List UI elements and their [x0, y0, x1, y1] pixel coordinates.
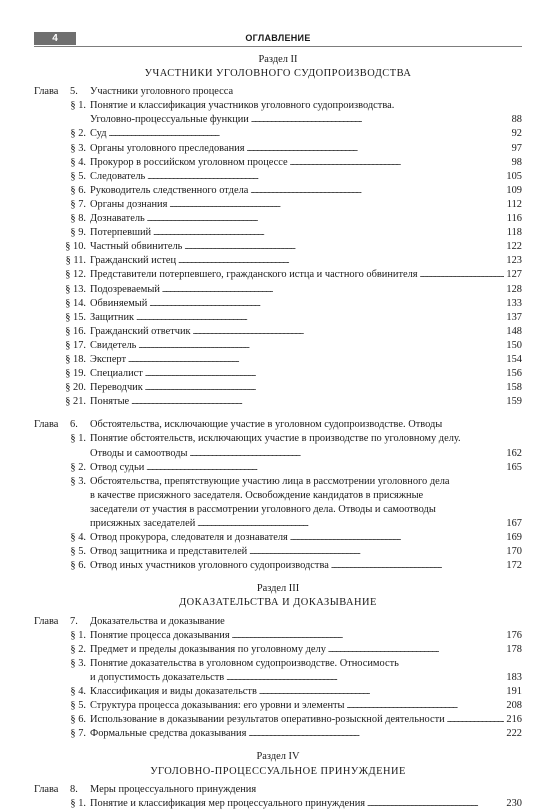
page-ref: 172 [506, 560, 522, 572]
paragraph-number: § 2. [70, 461, 86, 473]
entry-line: Отвод иных участников уголовного судопроизводства [90, 560, 329, 572]
entry-text [90, 699, 522, 713]
toc-entry [34, 212, 522, 226]
page-ref: 128 [506, 283, 522, 295]
toc-entry [34, 283, 522, 297]
entry-line: Предмет и пределы доказывания по уголовному делу [90, 643, 326, 655]
dot-leader [447, 713, 504, 727]
page-ref: 169 [506, 532, 522, 544]
paragraph-number: § 4. [70, 532, 86, 544]
dot-leader [145, 381, 504, 395]
dot-leader [149, 297, 504, 311]
toc-entry [34, 268, 522, 282]
toc-entry [34, 531, 522, 545]
entry-text [90, 713, 522, 727]
page-ref: 112 [506, 198, 522, 210]
entry-last-line [90, 727, 522, 741]
entry-last-line [90, 461, 522, 475]
dot-leader [248, 727, 504, 741]
entry-line: Следователь [90, 170, 146, 182]
toc-entry [34, 127, 522, 141]
entry-text [90, 226, 522, 240]
entry-text [90, 685, 522, 699]
paragraph-number: § 1. [70, 797, 86, 809]
entry-line: Органы дознания [90, 198, 168, 210]
page-ref: 154 [506, 353, 522, 365]
dot-leader [178, 254, 504, 268]
entry-line: Понятие процесса доказывания [90, 629, 230, 641]
chapter-heading [34, 85, 522, 99]
toc-entry [34, 797, 522, 811]
toc-entry [34, 226, 522, 240]
paragraph-number: § 14. [65, 297, 86, 309]
page-ref: 159 [506, 396, 522, 408]
entry-text [90, 99, 522, 127]
entry-line: Свидетель [90, 339, 137, 351]
toc-entry [34, 367, 522, 381]
toc-entry [34, 545, 522, 559]
entry-line: Прокурор в российском уголовном процессе [90, 156, 288, 168]
page-number: 4 [34, 32, 76, 45]
page-ref: 92 [511, 128, 522, 140]
paragraph-number: § 16. [65, 325, 86, 337]
section-label: Раздел III [256, 583, 300, 595]
entry-last-line [90, 184, 522, 198]
entry-line: Гражданский истец [90, 255, 177, 267]
dot-leader [162, 283, 504, 297]
entry-line: Представители потерпевшего, гражданского истца и частного обвинителя [90, 269, 418, 281]
paragraph-number: § 9. [70, 227, 86, 239]
entry-line: Защитник [90, 311, 135, 323]
toc-entry [34, 559, 522, 573]
entry-text [90, 367, 522, 381]
toc-entry [34, 685, 522, 699]
toc-entry [34, 297, 522, 311]
paragraph-number: § 2. [70, 643, 86, 655]
entry-line: Классификация и виды доказательств [90, 686, 257, 698]
paragraph-number: § 6. [70, 714, 86, 726]
entry-line: Понятие доказательства в уголовном судопроизводстве. Относимость [90, 657, 399, 669]
entry-text [90, 254, 522, 268]
entry-line: Понятие и классификация мер процессуального принуждения [90, 797, 366, 809]
dot-leader [367, 797, 504, 811]
page-ref: 97 [511, 142, 522, 154]
chapter-title: Меры процессуального принуждения [90, 783, 257, 795]
entry-text [90, 268, 522, 282]
entry-text [90, 727, 522, 741]
entry-text [90, 531, 522, 545]
page-ref: 88 [511, 114, 522, 126]
paragraph-number: § 3. [70, 475, 86, 487]
chapter-number: 6. [70, 419, 78, 431]
paragraph-number: § 11. [65, 255, 86, 267]
dot-leader [184, 240, 504, 254]
table-of-contents [34, 53, 522, 811]
entry-last-line [90, 113, 522, 127]
page-ref: 167 [506, 518, 522, 529]
toc-entry [34, 643, 522, 657]
page-ref: 230 [506, 797, 522, 809]
toc-entry [34, 353, 522, 367]
dot-leader [147, 212, 504, 226]
entry-text [90, 127, 522, 141]
entry-line: присяжных заседателей [90, 518, 196, 529]
paragraph-number: § 8. [70, 213, 86, 225]
dot-leader [226, 671, 504, 685]
entry-last-line [90, 325, 522, 339]
entry-line: в качестве присяжного заседателя. Освобождение кандидатов в присяжные [90, 489, 424, 501]
entry-last-line [90, 629, 522, 643]
page-ref: 170 [506, 546, 522, 558]
entry-line: Формальные средства доказывания [90, 728, 247, 740]
page-ref: 165 [506, 461, 522, 473]
dot-leader [246, 142, 504, 156]
entry-line: заседатели от участия в рассмотрении уголовного дела. Отводы и самоотводы [90, 503, 436, 515]
entry-last-line [90, 127, 522, 141]
dot-leader [146, 461, 504, 475]
dot-leader [131, 395, 504, 409]
dot-leader [232, 629, 504, 643]
entry-text [90, 381, 522, 395]
page-ref: 123 [506, 255, 522, 267]
header-title: ОГЛАВЛЕНИЕ [245, 33, 311, 43]
entry-text [90, 198, 522, 212]
paragraph-number: § 3. [70, 142, 86, 154]
entry-last-line [90, 339, 522, 353]
entry-text [90, 283, 522, 297]
entry-last-line [90, 226, 522, 240]
page-ref: 137 [506, 311, 522, 323]
toc-entry [34, 381, 522, 395]
section-gap [34, 573, 522, 582]
dot-leader [193, 325, 504, 339]
toc-entry [34, 311, 522, 325]
entry-text [90, 657, 522, 685]
toc-entry [34, 142, 522, 156]
page-ref: 109 [506, 184, 522, 196]
paragraph-number: § 5. [70, 700, 86, 712]
chapter-label: Глава [34, 783, 59, 795]
toc-entry [34, 254, 522, 268]
entry-line: Отвод прокурора, следователя и дознавателя [90, 532, 288, 544]
entry-text [90, 156, 522, 170]
entry-line: Обвиняемый [90, 297, 148, 309]
page-ref: 162 [506, 447, 522, 459]
entry-last-line [90, 447, 522, 461]
dot-leader [331, 559, 504, 573]
page-ref: 208 [506, 700, 522, 712]
entry-last-line [90, 254, 522, 268]
dot-leader [138, 339, 504, 353]
entry-text [90, 170, 522, 184]
entry-last-line [90, 156, 522, 170]
toc-entry [34, 170, 522, 184]
entry-text [90, 643, 522, 657]
paragraph-number: § 5. [70, 546, 86, 558]
paragraph-number: § 12. [65, 269, 86, 281]
entry-line: Дознаватель [90, 213, 145, 225]
dot-leader [328, 643, 504, 657]
page-ref: 178 [506, 643, 522, 655]
entry-last-line [90, 311, 522, 325]
dot-leader [136, 311, 504, 325]
entry-last-line [90, 517, 522, 531]
dot-leader [290, 531, 504, 545]
paragraph-number: § 10. [65, 241, 86, 253]
entry-line: Обстоятельства, препятствующие участию лица в рассмотрении уголовного дела [90, 475, 450, 487]
entry-text [90, 325, 522, 339]
entry-line: Суд [90, 128, 107, 140]
entry-line: Частный обвинитель [90, 241, 183, 253]
page-ref: 116 [506, 213, 522, 225]
paragraph-number: § 1. [70, 433, 86, 445]
dot-leader [190, 447, 504, 461]
dot-leader [128, 353, 504, 367]
dot-leader [259, 685, 504, 699]
paragraph-number: § 20. [65, 382, 86, 394]
page-ref: 150 [506, 339, 522, 351]
page-ref: 98 [511, 156, 522, 168]
paragraph-number: § 7. [70, 728, 86, 740]
paragraph-number: § 3. [70, 657, 86, 669]
section-gap [34, 741, 522, 750]
entry-last-line [90, 685, 522, 699]
section-label: Раздел II [258, 54, 298, 65]
entry-text [90, 559, 522, 573]
entry-text [90, 184, 522, 198]
toc-entry [34, 395, 522, 409]
chapter-title: Участники уголовного процесса [90, 86, 234, 98]
toc-entry [34, 657, 522, 685]
toc-entry [34, 156, 522, 170]
paragraph-number: § 18. [65, 353, 86, 365]
entry-text [90, 432, 522, 460]
section-title: УГОЛОВНО-ПРОЦЕССУАЛЬНОЕ ПРИНУЖДЕНИЕ [150, 765, 406, 777]
entry-last-line [90, 170, 522, 184]
entry-line: Подозреваемый [90, 283, 160, 295]
paragraph-number: § 2. [70, 128, 86, 140]
page-ref: 133 [506, 297, 522, 309]
entry-line: Структура процесса доказывания: его уровни и элементы [90, 700, 345, 712]
chapter-title: Доказательства и доказывание [90, 615, 225, 627]
entry-last-line [90, 212, 522, 226]
entry-text [90, 297, 522, 311]
paragraph-number: § 15. [65, 311, 86, 323]
entry-text [90, 339, 522, 353]
entry-last-line [90, 531, 522, 545]
paragraph-number: § 4. [70, 686, 86, 698]
entry-line: Эксперт [90, 353, 127, 365]
dot-leader [347, 699, 504, 713]
entry-last-line [90, 353, 522, 367]
entry-last-line [90, 268, 522, 282]
entry-line: Специалист [90, 368, 143, 380]
entry-text [90, 353, 522, 367]
entry-last-line [90, 797, 522, 811]
entry-text [90, 212, 522, 226]
dot-leader [420, 268, 504, 282]
entry-last-line [90, 713, 522, 727]
page-ref: 105 [506, 170, 522, 182]
entry-text [90, 395, 522, 409]
dot-leader [169, 198, 504, 212]
paragraph-number: § 6. [70, 560, 86, 572]
chapter-heading [34, 615, 522, 629]
entry-last-line [90, 545, 522, 559]
page-ref: 176 [506, 629, 522, 641]
page-ref: 156 [506, 368, 522, 380]
entry-text [90, 629, 522, 643]
entry-line: Органы уголовного преследования [90, 142, 245, 154]
entry-line: Потерпевший [90, 227, 152, 239]
entry-line: Понятые [90, 396, 130, 408]
entry-text [90, 797, 522, 811]
entry-last-line [90, 559, 522, 573]
chapter-heading [34, 418, 522, 432]
entry-line: Руководитель следственного отдела [90, 184, 249, 196]
toc-entry [34, 432, 522, 460]
toc-entry [34, 325, 522, 339]
entry-last-line [90, 198, 522, 212]
toc-entry [34, 699, 522, 713]
page-ref: 191 [506, 686, 522, 698]
paragraph-number: § 5. [70, 170, 86, 182]
toc-entry [34, 184, 522, 198]
entry-last-line [90, 240, 522, 254]
entry-line: и допустимость доказательств [90, 671, 225, 683]
paragraph-number: § 6. [70, 184, 86, 196]
chapter-label: Глава [34, 86, 59, 98]
entry-line: Понятие обстоятельств, исключающих участие в производстве по уголовному делу. [90, 433, 461, 445]
page-ref: 158 [506, 382, 522, 394]
toc-entry [34, 240, 522, 254]
chapter-number: 7. [70, 615, 78, 627]
chapter-gap [34, 409, 522, 418]
toc-entry [34, 99, 522, 127]
toc-entry [34, 475, 522, 531]
chapter-label: Глава [34, 419, 59, 431]
running-header [34, 32, 522, 47]
paragraph-number: § 4. [70, 156, 86, 168]
page-ref: 127 [506, 269, 522, 281]
paragraph-number: § 19. [65, 368, 86, 380]
dot-leader [249, 545, 504, 559]
entry-line: Отвод судьи [90, 461, 145, 473]
chapter-label: Глава [34, 615, 59, 627]
entry-text [90, 142, 522, 156]
dot-leader [109, 127, 505, 141]
dot-leader [197, 517, 504, 531]
entry-last-line [90, 643, 522, 657]
entry-text [90, 240, 522, 254]
dot-leader [250, 184, 504, 198]
paragraph-number: § 17. [65, 339, 86, 351]
entry-last-line [90, 671, 522, 685]
toc-entry [34, 713, 522, 727]
paragraph-number: § 1. [70, 100, 86, 112]
entry-line: Отводы и самоотводы [90, 447, 188, 459]
entry-text [90, 311, 522, 325]
dot-leader [153, 226, 504, 240]
entry-text [90, 461, 522, 475]
chapter-title: Обстоятельства, исключающие участие в уголовном судопроизводстве. Отводы [90, 419, 443, 431]
chapter-number: 5. [70, 86, 78, 98]
paragraph-number: § 13. [65, 283, 86, 295]
entry-line: Переводчик [90, 382, 143, 394]
section-title: ДОКАЗАТЕЛЬСТВА И ДОКАЗЫВАНИЕ [179, 597, 377, 609]
entry-last-line [90, 395, 522, 409]
entry-last-line [90, 699, 522, 713]
entry-line: Гражданский ответчик [90, 325, 191, 337]
page-ref: 148 [506, 325, 522, 337]
toc-entry [34, 198, 522, 212]
entry-text [90, 475, 522, 531]
dot-leader [147, 170, 504, 184]
entry-text [90, 545, 522, 559]
page-ref: 183 [506, 671, 522, 683]
dot-leader [290, 156, 504, 170]
dot-leader [251, 113, 504, 127]
entry-line: Использование в доказывании результатов оперативно-розыскной деятельности [90, 714, 445, 726]
entry-last-line [90, 297, 522, 311]
entry-last-line [90, 142, 522, 156]
toc-entry [34, 339, 522, 353]
toc-entry [34, 461, 522, 475]
page-ref: 118 [506, 227, 522, 239]
page-ref: 122 [506, 241, 522, 253]
dot-leader [145, 367, 504, 381]
entry-last-line [90, 381, 522, 395]
entry-line: Уголовно-процессуальные функции [90, 114, 249, 126]
page-ref: 216 [506, 714, 522, 726]
section-title: УЧАСТНИКИ УГОЛОВНОГО СУДОПРОИЗВОДСТВА [144, 68, 412, 80]
chapter-heading [34, 783, 522, 797]
paragraph-number: § 21. [65, 396, 86, 408]
entry-last-line [90, 367, 522, 381]
entry-last-line [90, 283, 522, 297]
paragraph-number: § 7. [70, 198, 86, 210]
toc-entry [34, 629, 522, 643]
paragraph-number: § 1. [70, 629, 86, 641]
chapter-number: 8. [70, 783, 78, 795]
section-label: Раздел IV [256, 751, 300, 763]
entry-line: Понятие и классификация участников уголовного судопроизводства. [90, 100, 395, 112]
entry-line: Отвод защитника и представителей [90, 546, 248, 558]
page-ref: 222 [506, 728, 522, 740]
toc-entry [34, 727, 522, 741]
